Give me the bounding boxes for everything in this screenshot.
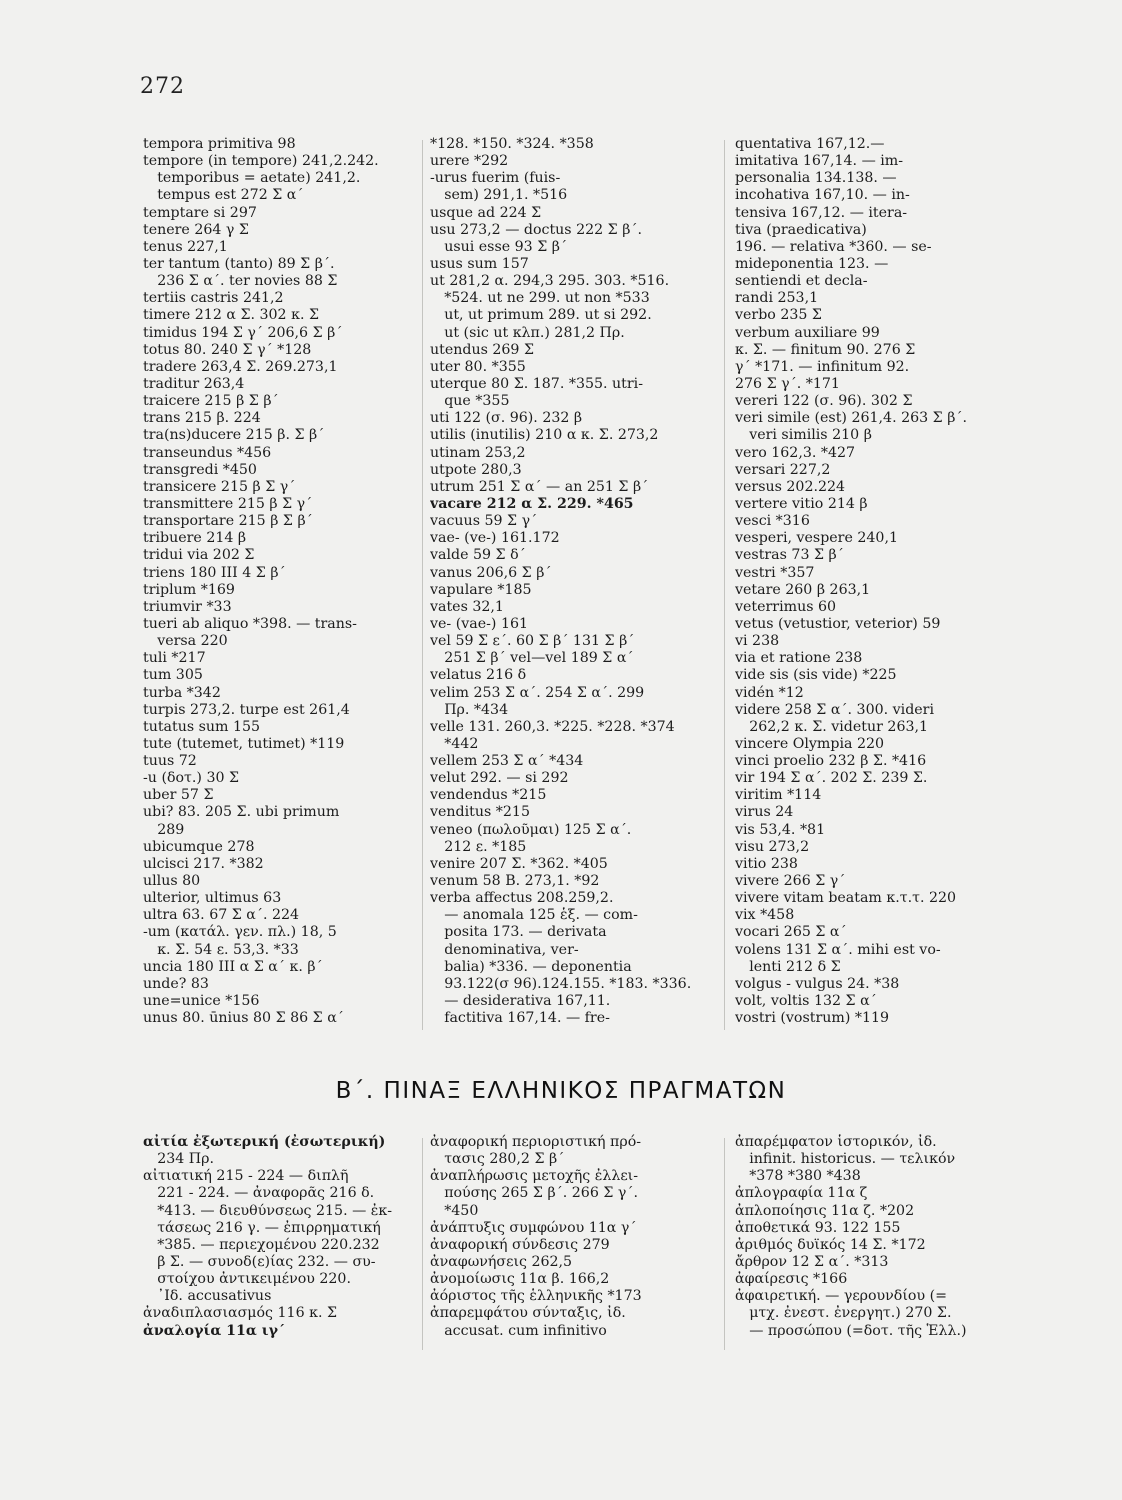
index-entry: uncia 180 III α Σ α΄ κ. β΄ (143, 958, 323, 975)
index-entry: ἀναφορική περιοριστική πρό- (430, 1134, 642, 1150)
index-entry: velatus 216 δ (430, 667, 527, 684)
index-entry: usque ad 224 Σ (430, 204, 542, 221)
index-entry: vi 238 (735, 633, 780, 650)
index-entry: ἀναπλήρωσις μετοχῆς ἐλλει- (430, 1168, 639, 1185)
index-entry: 289 (143, 821, 185, 838)
index-entry: ἀφαίρεσις *166 (735, 1271, 848, 1288)
index-entry: ἀόριστος τῆς ἑλληνικῆς *173 (430, 1288, 642, 1305)
index-entry: ullus 80 (143, 873, 201, 890)
index-entry: volens 131 Σ α΄. mihi est vo- (735, 941, 941, 958)
index-entry: vendendus *215 (430, 787, 547, 804)
index-entry: vix *458 (735, 907, 795, 924)
index-entry: 221 - 224. — ἀναφορᾶς 216 δ. (143, 1185, 375, 1202)
index-entry: ubicumque 278 (143, 838, 255, 855)
index-entry: γ΄ *171. — infinitum 92. (735, 358, 910, 375)
index-entry: ἀναφορική σύνδεσις 279 (430, 1236, 610, 1253)
index-entry: ve- (vae-) 161 (430, 615, 529, 632)
index-entry: tenere 264 γ Σ (143, 221, 249, 238)
index-entry: tribuere 214 β (143, 530, 247, 547)
index-entry: vestri *357 (735, 564, 815, 581)
index-entry: veterrimus 60 (735, 598, 837, 615)
index-entry: verbo 235 Σ (735, 307, 822, 324)
greek-index-column-2 (430, 1134, 720, 1340)
index-entry: vir 194 Σ α΄. 202 Σ. 239 Σ. (735, 770, 928, 787)
index-entry: vapulare *185 (430, 581, 532, 598)
index-entry: tuus 72 (143, 753, 197, 770)
index-entry: *524. ut ne 299. ut non *533 (430, 290, 650, 307)
index-entry: transmittere 215 β Σ γ΄ (143, 495, 313, 512)
greek-index-column-3 (735, 1134, 1035, 1340)
index-entry: unus 80. ūnius 80 Σ 86 Σ α΄ (143, 1010, 344, 1027)
index-entry: triens 180 III 4 Σ β΄ (143, 564, 286, 581)
index-entry: unde? 83 (143, 975, 209, 992)
index-entry: volgus - vulgus 24. *38 (735, 975, 900, 992)
index-entry: — anomala 125 ἑξ. — com- (430, 907, 638, 924)
index-entry: transportare 215 β Σ β΄ (143, 513, 313, 530)
index-entry: uti 122 (σ. 96). 232 β (430, 410, 583, 427)
index-entry: tertiis castris 241,2 (143, 290, 284, 307)
latin-index-column-2 (430, 136, 712, 1027)
index-entry: trans 215 β. 224 (143, 410, 261, 427)
index-entry: veri simile (est) 261,4. 263 Σ β΄. (735, 410, 968, 427)
index-entry: ulterior, ultimus 63 (143, 890, 282, 907)
index-entry: uber 57 Σ (143, 787, 214, 804)
index-entry: ἀπαρέμφατον ἱστορικόν, ἰδ. (735, 1134, 937, 1150)
index-entry: tum 305 (143, 667, 203, 684)
index-entry: τασις 280,2 Σ β΄ (430, 1151, 565, 1168)
index-entry: transicere 215 β Σ γ΄ (143, 478, 296, 495)
index-entry: tueri ab aliquo *398. — trans- (143, 615, 357, 632)
index-entry: στοίχου ἀντικειμένου 220. (143, 1271, 351, 1288)
index-entry: venum 58 Β. 273,1. *92 (430, 873, 600, 890)
index-entry: velle 131. 260,3. *225. *228. *374 (430, 718, 675, 735)
index-entry: vacare 212 α Σ. 229. *465 (430, 495, 634, 512)
index-entry: vereri 122 (σ. 96). 302 Σ (735, 393, 913, 410)
index-entry: quentativa 167,12.— (735, 136, 885, 152)
index-entry: αἰτία ἐξωτερική (ἐσωτερική) (143, 1134, 386, 1150)
index-entry: ἀριθμός δυϊκός 14 Σ. *172 (735, 1236, 926, 1253)
index-entry: versus 202.224 (735, 478, 846, 495)
index-entry: vesci *316 (735, 513, 810, 530)
index-entry: vero 162,3. *427 (735, 444, 856, 461)
index-entry: κ. Σ. 54 ε. 53,3. *33 (143, 941, 299, 958)
index-entry: *128. *150. *324. *358 (430, 136, 594, 152)
latin-index-column-1 (143, 136, 415, 1027)
index-entry: tutatus sum 155 (143, 718, 261, 735)
index-entry: 212 ε. *185 (430, 838, 527, 855)
index-entry: vitio 238 (735, 855, 798, 872)
index-entry: utrum 251 Σ α΄ — an 251 Σ β΄ (430, 478, 649, 495)
index-entry: vacuus 59 Σ γ΄ (430, 513, 538, 530)
index-entry: -u (δοτ.) 30 Σ (143, 770, 240, 787)
index-entry: posita 173. — derivata (430, 924, 607, 941)
index-entry: ut 281,2 α. 294,3 295. 303. *516. (430, 273, 670, 290)
index-entry: vivere vitam beatam κ.τ.τ. 220 (735, 890, 957, 907)
index-entry: visu 273,2 (735, 838, 810, 855)
index-entry: videre 258 Σ α΄. 300. videri (735, 701, 934, 718)
index-entry: venditus *215 (430, 804, 530, 821)
index-entry: vellem 253 Σ α΄ *434 (430, 753, 584, 770)
index-entry: turba *342 (143, 684, 221, 701)
index-entry: ἀπλοποίησις 11α ζ. *202 (735, 1202, 915, 1219)
index-entry: ἄρθρον 12 Σ α΄. *313 (735, 1253, 889, 1270)
index-entry: sentiendi et decla- (735, 273, 868, 290)
index-entry: venire 207 Σ. *362. *405 (430, 855, 608, 872)
index-entry: timidus 194 Σ γ΄ 206,6 Σ β΄ (143, 324, 343, 341)
index-entry: *385. — περιεχομένου 220.232 (143, 1236, 380, 1253)
index-entry: vide sis (sis vide) *225 (735, 667, 897, 684)
index-entry: via et ratione 238 (735, 650, 863, 667)
index-entry: transeundus *456 (143, 444, 272, 461)
index-entry: usui esse 93 Σ β΄ (430, 238, 568, 255)
index-entry: 262,2 κ. Σ. videtur 263,1 (735, 718, 929, 735)
index-entry: triplum *169 (143, 581, 235, 598)
index-entry: ulcisci 217. *382 (143, 855, 264, 872)
index-entry: ἀναφωνήσεις 262,5 (430, 1253, 573, 1270)
index-entry: veri similis 210 β (735, 427, 872, 444)
index-entry: tenus 227,1 (143, 238, 228, 255)
index-entry: 276 Σ γ΄. *171 (735, 375, 840, 392)
index-entry: *450 (430, 1202, 479, 1219)
index-entry: uter 80. *355 (430, 358, 526, 375)
index-entry: 93.122(σ 96).124.155. *183. *336. (430, 975, 692, 992)
page-number: 272 (140, 74, 185, 99)
index-entry: velim 253 Σ α΄. 254 Σ α΄. 299 (430, 684, 645, 701)
greek-index-column-1 (143, 1134, 423, 1340)
index-entry: 234 Πρ. (143, 1151, 214, 1168)
index-entry: utinam 253,2 (430, 444, 526, 461)
index-entry: denominativa, ver- (430, 941, 579, 958)
index-entry: πούσης 265 Σ β΄. 266 Σ γ΄. (430, 1185, 638, 1202)
index-entry: tempus est 272 Σ α΄ (143, 187, 304, 204)
index-entry: volt, voltis 132 Σ α΄ (735, 993, 877, 1010)
index-entry: αἰτιατική 215 - 224 — διπλῆ (143, 1168, 349, 1185)
index-entry: turpis 273,2. turpe est 261,4 (143, 701, 350, 718)
index-entry: traditur 263,4 (143, 375, 245, 392)
index-entry: vetare 260 β 263,1 (735, 581, 871, 598)
index-entry: totus 80. 240 Σ γ΄ *128 (143, 341, 312, 358)
index-entry: verba affectus 208.259,2. (430, 890, 614, 907)
index-entry: tiva (praedicativa) (735, 221, 867, 238)
index-entry: τάσεως 216 γ. — ἐπιρρηματική (143, 1219, 381, 1236)
index-entry: -um (κατάλ. γεν. πλ.) 18, 5 (143, 924, 337, 941)
index-entry: utpote 280,3 (430, 461, 522, 478)
index-entry: vae- (ve-) 161.172 (430, 530, 560, 547)
index-entry: ἀπαρεμφάτου σύνταξις, ἰδ. (430, 1305, 626, 1322)
index-entry: mideponentia 123. — (735, 255, 889, 272)
index-entry: tradere 263,4 Σ. 269.273,1 (143, 358, 338, 375)
index-entry: -urus fuerim (fuis- (430, 170, 561, 187)
index-entry: vinci proelio 232 β Σ. *416 (735, 753, 927, 770)
index-entry: ultra 63. 67 Σ α΄. 224 (143, 907, 300, 924)
index-entry: utendus 269 Σ (430, 341, 535, 358)
index-entry: imitativa 167,14. — im- (735, 153, 904, 170)
index-entry: factitiva 167,14. — fre- (430, 1010, 610, 1027)
index-entry: vesperi, vespere 240,1 (735, 530, 898, 547)
index-entry: ut, ut primum 289. ut si 292. (430, 307, 652, 324)
index-entry: vanus 206,6 Σ β΄ (430, 564, 552, 581)
index-entry: *413. — διευθύνσεως 215. — ἐκ- (143, 1202, 393, 1219)
index-entry: infinit. historicus. — τελικόν (735, 1151, 956, 1168)
index-entry: verbum auxiliare 99 (735, 324, 880, 341)
index-entry: timere 212 α Σ. 302 κ. Σ (143, 307, 320, 324)
index-entry: uterque 80 Σ. 187. *355. utri- (430, 375, 643, 392)
index-entry: — desiderativa 167,11. (430, 993, 611, 1010)
index-entry: ἀνομοίωσις 11α β. 166,2 (430, 1271, 610, 1288)
index-entry: urere *292 (430, 153, 509, 170)
index-entry: veneo (πωλοῦμαι) 125 Σ α΄. (430, 821, 632, 838)
index-entry: vocari 265 Σ α΄ (735, 924, 847, 941)
index-entry: — προσώπου (=δοτ. τῆς Ἑλλ.) (735, 1322, 967, 1339)
index-entry: ter tantum (tanto) 89 Σ β΄. (143, 255, 335, 272)
index-entry: incohativa 167,10. — in- (735, 187, 910, 204)
index-entry: usu 273,2 — doctus 222 Σ β΄. (430, 221, 643, 238)
index-entry: vostri (vostrum) *119 (735, 1010, 890, 1027)
index-entry: lenti 212 δ Σ (735, 958, 841, 975)
index-entry: tuli *217 (143, 650, 206, 667)
index-entry: utilis (inutilis) 210 α κ. Σ. 273,2 (430, 427, 659, 444)
index-entry: vel 59 Σ ε΄. 60 Σ β΄ 131 Σ β΄ (430, 633, 635, 650)
column-rule (724, 1138, 725, 1350)
index-entry: balia) *336. — deponentia (430, 958, 632, 975)
index-entry: sem) 291,1. *516 (430, 187, 568, 204)
index-entry: tempora primitiva 98 (143, 136, 296, 152)
index-entry: ἀποθετικά 93. 122 155 (735, 1219, 901, 1236)
index-entry: une=unice *156 (143, 993, 260, 1010)
index-entry: ἀναλογία 11α ιγ΄ (143, 1322, 286, 1339)
index-entry: accusat. cum infinitivo (430, 1322, 607, 1339)
column-rule (422, 140, 423, 1030)
index-entry: ᾿Ιδ. accusativus (143, 1288, 272, 1305)
index-entry: ut (sic ut κλπ.) 281,2 Πρ. (430, 324, 625, 341)
index-entry: tempore (in tempore) 241,2.242. (143, 153, 379, 170)
index-entry: β Σ. — συνοδ(ε)ίας 232. — συ- (143, 1253, 376, 1270)
index-entry: μτχ. ἐνεστ. ἐνεργητ.) 270 Σ. (735, 1305, 952, 1322)
index-entry: vates 32,1 (430, 598, 504, 615)
index-entry: vertere vitio 214 β (735, 495, 868, 512)
index-entry: Πρ. *434 (430, 701, 509, 718)
index-entry: ubi? 83. 205 Σ. ubi primum (143, 804, 340, 821)
index-entry: temporibus = aetate) 241,2. (143, 170, 361, 187)
index-entry: que *355 (430, 393, 510, 410)
index-entry: versa 220 (143, 633, 228, 650)
index-entry: ἀνάπτυξις συμφώνου 11α γ΄ (430, 1219, 637, 1236)
index-entry: transgredi *450 (143, 461, 257, 478)
index-entry: usus sum 157 (430, 255, 529, 272)
index-entry: vidén *12 (735, 684, 804, 701)
index-entry: 251 Σ β΄ vel—vel 189 Σ α΄ (430, 650, 634, 667)
index-entry: personalia 134.138. — (735, 170, 897, 187)
latin-index-column-3 (735, 136, 1025, 1027)
index-entry: temptare si 297 (143, 204, 257, 221)
index-entry: valde 59 Σ δ΄ (430, 547, 526, 564)
index-entry: vivere 266 Σ γ΄ (735, 873, 846, 890)
index-entry: 196. — relativa *360. — se- (735, 238, 932, 255)
greek-section-title: Β΄. ΠΙΝΑΞ ΕΛΛΗΝΙΚΟΣ ΠΡΑΓΜΑΤΩΝ (335, 1078, 787, 1104)
index-entry: κ. Σ. — finitum 90. 276 Σ (735, 341, 916, 358)
column-rule (724, 140, 725, 1030)
index-entry: versari 227,2 (735, 461, 831, 478)
index-entry: tensiva 167,12. — itera- (735, 204, 908, 221)
index-entry: tridui via 202 Σ (143, 547, 255, 564)
index-entry: ἀναδιπλασιασμός 116 κ. Σ (143, 1305, 338, 1322)
index-entry: vincere Olympia 220 (735, 735, 885, 752)
index-entry: vetus (vetustior, veterior) 59 (735, 615, 941, 632)
index-entry: velut 292. — si 292 (430, 770, 569, 787)
index-entry: vestras 73 Σ β΄ (735, 547, 844, 564)
index-entry: viritim *114 (735, 787, 822, 804)
index-entry: virus 24 (735, 804, 794, 821)
index-entry: ἀφαιρετική. — γερουνδίου (= (735, 1288, 948, 1305)
index-entry: *442 (430, 735, 479, 752)
index-entry: randi 253,1 (735, 290, 819, 307)
index-entry: 236 Σ α΄. ter novies 88 Σ (143, 273, 338, 290)
index-entry: tute (tutemet, tutimet) *119 (143, 735, 345, 752)
index-entry: tra(ns)ducere 215 β. Σ β΄ (143, 427, 325, 444)
index-entry: triumvir *33 (143, 598, 232, 615)
index-entry: ἀπλογραφία 11α ζ (735, 1185, 868, 1202)
index-entry: *378 *380 *438 (735, 1168, 861, 1185)
index-entry: vis 53,4. *81 (735, 821, 826, 838)
index-entry: traicere 215 β Σ β΄ (143, 393, 279, 410)
